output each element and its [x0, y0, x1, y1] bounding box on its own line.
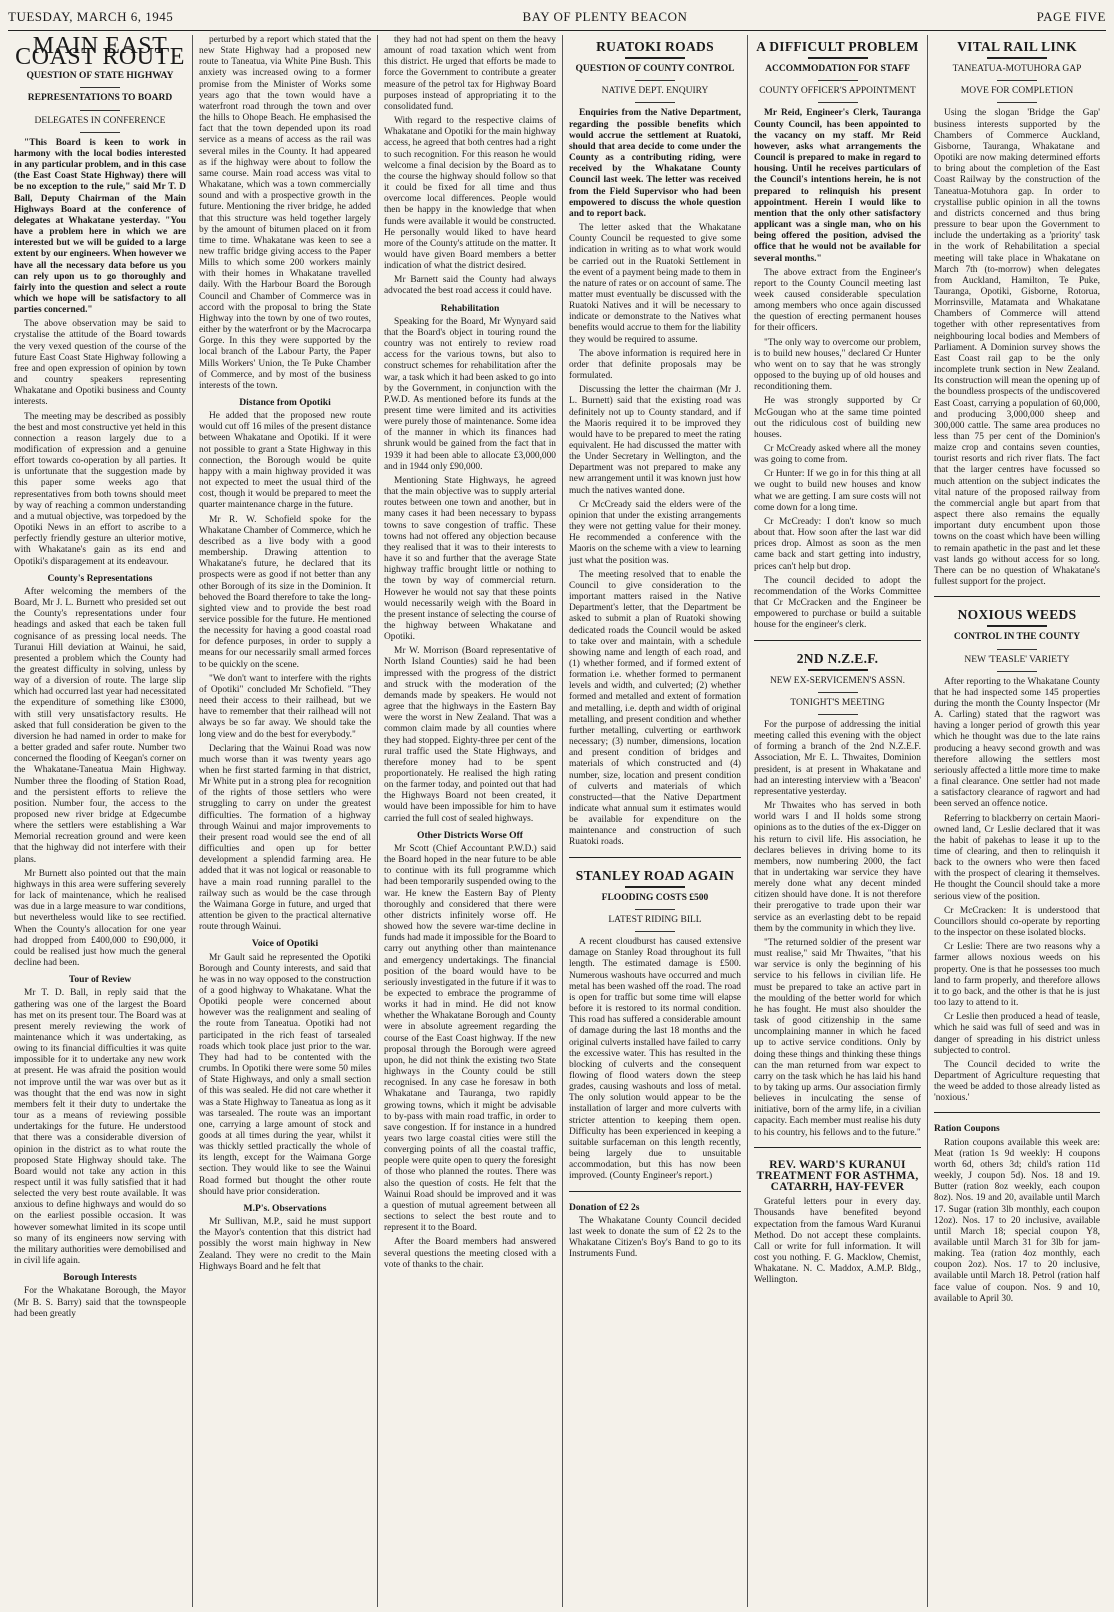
weeds-headline: NOXIOUS WEEDS [957, 607, 1077, 623]
paragraph: perturbed by a report which stated that the new State Highway had a proposed new route to Taneatua, via White Pine Bush. This anxiety was increased owing to a former promise from the Minister of Works some years ago that the town would have a waterfront road through the town and over the hills to Ohope Beach. He emphasised the fact that the town depended upon its road service as a means of access as the rail was several miles in the County. It had appeared as if the highway were about to follow the same course. Main road access was vital to Whakatane, which was a town commercially sound and with a prospective growth in the future. Mentioning the river bridge, he added that this structure was held together largely by the amount of bitumen placed on it from time to time. Whakatane was keen to see a new traffic bridge giving access to the Paper Mills to which some 200 workers mainly with their homes in Whakatane travelled daily. With the Harbour Board the Borough Council and Chamber of Commerce was in accord with the proposal to bring the State Highway into the town by one of two routes, either by the waterfront or by the Macrocarpa Gorge. In this they were supported by the local branch of the Labour Party, the Paper Mills Workers' Union, the Te Puke Chamber of Commerce, and by most of the business interests of the town. [199, 35, 371, 391]
paragraph: He was strongly supported by Cr McGougan who at the same time pointed out the ridiculous cost of building new houses. [754, 396, 921, 440]
divider [80, 132, 120, 133]
rail-headline: VITAL RAIL LINK [957, 39, 1077, 54]
paragraph: After welcoming the members of the Board, Mr J. L. Burnett who presided set out the County's representations under four headings and asked that each be taken full cognisance of as pressing local needs. The Turanui Hill deviation at Wainui, he said, presented a problem which the County had the greatest difficulty in solving, unless by way of a diversion of route. The large slip which had occurred last year had necessitated the expenditure of something like £3000, with still very unsatisfactory results. He asked that full consideration be given to the diversion he had named in order to make for a better graded and safer route. Number two concerned the flooding of Keegan's corner on the Whakatane-Taneatua Main Highway. Number three the flooding of Station Road, and the persistent efforts to relieve the position. Number four, the access to the proposed new river bridge at Edgecumbe where the settlers were establishing a War Memorial recreation ground and were keen that the highway did not interfere with their plans. [14, 586, 186, 865]
nzef-deck-1: NEW EX-SERVICEMEN'S ASSN. [769, 675, 906, 686]
paragraph: Cr Leslie: There are two reasons why a farmer allows noxious weeds on his property. One is that he possesses too much land to farm properly, and therefore allows it to go back, and the other is that he is just too lazy to attend to it. [934, 942, 1100, 1009]
paragraph: Declaring that the Wainui Road was now much worse than it was twenty years ago when he first started farming in that district, Mr White put in a strong plea for recognition of the rights of those settlers who were struggling to carry on under the greatest difficulties. The formation of a highway through Wainui and major improvements to their present road would see the end of all difficulties and open up for better development a splendid farming area. He added that it was not logical or reasonable to have a main road running parallel to the railway such as would be the case through the Waimana Gorge in future, and urged that attention be given to the practical alternative route through Wainui. [199, 743, 371, 933]
paragraph: "The only way to overcome our problem, is to build new houses," declared Cr Hunter who went on to say that he was strongly opposed to the buying up of old houses and reconditioning them. [754, 337, 921, 393]
paragraph: Mr Barnett said the County had always advocated the best road access it could have. [384, 275, 556, 297]
divider [80, 110, 120, 111]
paragraph: Mentioning State Highways, he agreed that the main objective was to supply arterial routes between one town and another, but in many cases it had been necessary to bypass towns to save congestion of traffic. These towns had not offered any objection because they realised that it was to their interests to have it so and further that the average State highway traffic brought little or nothing to the town by way of commercial return. However he would not say that these points would necessarily weigh with the Board in the present instance of selecting the course of the highway between Whakatane and Opotiki. [384, 475, 556, 643]
weeds-deck-2: NEW 'TEASLE' VARIETY [964, 654, 1070, 665]
rations-article [934, 1112, 1100, 1305]
paragraph: Ration coupons available this week are: Meat (ration 1s 9d weekly: H coupons worth 6d, others 3d; child's ration 11d weekly, J coupon 5d). Nos. 18 and 19. Butter (ration 8oz weekly, each coupon 8oz). Nos. 19 and 20, available until March 17. Sugar (ration 3lb monthly, each coupon 12oz). Nos. 17 to 20 inclusive, available until March 18; special coupon Y8, available until March 31 for 3lb for jam-making. Tea (ration 4oz monthly, each coupon 2oz). Nos. 17 to 20 inclusive, available until March 18. Petrol (ration half face value of coupon. Nos. 9 and 10, available to April 30. [934, 1137, 1100, 1304]
paragraph: He added that the proposed new route would cut off 16 miles of the present distance between Whakatane and Opotiki. If it were not possible to grant a State Highway in this connection, the Borough would be quite happy with a main highway provided it was not expected to meet the usual third of the cost, though it would be prepared to meet the quarter maintenance charge in the future. [199, 411, 371, 511]
divider [80, 87, 120, 88]
column-2 [193, 35, 378, 1607]
divider [997, 671, 1037, 672]
divider [635, 102, 675, 103]
paragraph: The above extract from the Engineer's report to the County Council meeting last week caused considerable speculation among members who once again discussed the question of erecting permanent houses for their officers. [754, 267, 921, 334]
stanley-deck-2: LATEST RIDING BILL [608, 914, 702, 925]
divider [625, 57, 685, 59]
subheading: Voice of Opotiki [251, 938, 319, 950]
paragraph: Cr McCready said the elders were of the opinion that under the existing arrangements they were not getting value for their money. He recommended a conference with the Maoris on the scheme with a view to learning just what the position was. [569, 499, 741, 566]
paragraph: The above observation may be said to crystalise the attitude of the Board towards the very vexed question of the course of the future East Coast State Highway following a free and open expression of opinion by town and country speakers representing Whakatane and Opotiki business and County interests. [14, 319, 186, 408]
ward-headline: REV. WARD'S KURANUI TREATMENT FOR ASTHMA, CATARRH, HAY-FEVER [756, 1158, 919, 1194]
paragraph: The Council decided to write the Department of Agriculture requesting that the weed be added to those already listed as 'noxious.' [934, 1059, 1100, 1104]
paragraph: Speaking for the Board, Mr Wynyard said that the Board's object in touring round the country was not entirely to review road access for the various towns, but also to construct schemes for rehabilitation after the war, a task which it had been asked to go into by the Government, in conjunction with the P.W.D. As mentioned before its funds at the present time were limited and its activities were purely those of maintenance. Some idea of the manner in which its finances had shrunk would be gained from the fact that in 1939 it had been able to allocate £3,000,000 and in 1944 only £90,000. [384, 316, 556, 472]
main-deck-3: DELEGATES IN CONFERENCE [34, 115, 166, 126]
ward-advertisement [754, 1147, 921, 1287]
paragraph: Mr W. Morrison (Board representative of North Island Counties) said he had been impressed with the progress of the district and struck with the moderation of the demands made by speakers. He would not agree that the highways in the Eastern Bay were the worst in New Zealand. That was a common claim made by all counties where they had stopped. Eighty-three per cent of the rural traffic used the State Highways, and therefore money had to be spent proportionately. He realised the high rating on the farmer today, and pointed out that had the Highways Board not been created, it would have been impossible for him to have carried the full cost of sealed highways. [384, 646, 556, 824]
paragraph: "We don't want to interfere with the rights of Opotiki" concluded Mr Schofield. "They need their access to their railhead, but we have to remember that their railhead will not always be so far away. We should take the long view and do the best for everybody." [199, 673, 371, 740]
ruatoki-deck-2: NATIVE DEPT. ENQUIRY [601, 86, 709, 97]
main-headline: MAIN EAST COAST ROUTE [15, 35, 185, 71]
paragraph: Referring to blackberry on certain Maori-owned land, Cr Leslie declared that it was the habit of pakehas to lease it up to the time of clearing, and then to relinquish it back to the owners who were then faced with the prospect of clearing it themselves. He thought the Council should take a more serious view of the position. [934, 813, 1100, 902]
difficult-headline: A DIFFICULT PROBLEM [756, 39, 919, 54]
paragraph: The Whakatane County Council decided last week to donate the sum of £2 2s to the Whakatane Citizen's Boy's Band to go to its Instruments Fund. [569, 1215, 741, 1260]
paragraph: After the Board members had answered several questions the meeting closed with a vote of thanks to the chair. [384, 1237, 556, 1270]
donation-article [569, 1191, 741, 1261]
divider [625, 886, 685, 888]
divider [818, 102, 858, 103]
divider [808, 57, 868, 59]
paragraph: Mr T. D. Ball, in reply said that the gathering was one of the largest the Board has met on its present tour. The Board was at present merely reviewing the work of maintenance which it was undertaking, as owing to its financial difficulties it was quite impossible for it to undertake any new work at present. He was afraid the position would not improve until the war was over but as it was thought that the end was now in sight members felt it their duty to undertake the tour as a means of reviewing possible undertakings for the future. He understood that there was a considerable diversion of opinion in the district as to what route the proposed State Highway should take. The Board would not take any action in this respect until it was fully satisfied that it had selected the very best route available. It was anxious to define highways and would do so on the earliest possible occasion. It was however somewhat limited in its scope until so many of its engineers now serving with the military authorities were demobilised and in civil life again. [14, 988, 186, 1267]
divider [997, 649, 1037, 650]
paragraph: For the Whakatane Borough, the Mayor (Mr B. S. Barry) said that the townspeople had been greatly [14, 1286, 186, 1319]
paragraph: The council decided to adopt the recommendation of the Works Committee that Cr McCracken and the Engineer be empowered to purchase or build a suitable house for the engineer's clerk. [754, 575, 921, 631]
subheading: Rehabilitation [440, 302, 500, 314]
columns [8, 35, 1106, 1607]
divider [987, 625, 1047, 627]
column-3 [378, 35, 563, 1607]
ruatoki-headline: RUATOKI ROADS [596, 39, 714, 54]
subheading: County's Representations [47, 572, 153, 584]
nzef-deck-2: TONIGHT'S MEETING [790, 697, 885, 708]
paper-name: BAY OF PLENTY BEACON [522, 9, 688, 24]
paragraph: For the purpose of addressing the initial meeting called this evening with the object of forming a branch of the 2nd N.Z.E.F. Association, Mr E. L. Thwaites, Dominion president, is at present in Whakatane and had an interesting interview with a 'Beacon' representative yesterday. [754, 719, 921, 797]
difficult-lede: Mr Reid, Engineer's Clerk, Tauranga County Council, has been appointed to the vacancy on my staff. Mr Reid however, asks what arrangements the Council is prepared to make in regard to housing. Until he receives particulars of the Council's intentions herein, he is not prepared to relinquish his present appointment. Herein I would like to mention that the only other satisfactory applicant was a single man, who on his being offered the position, advised the office that he would not be available for several months." [754, 108, 921, 264]
paragraph: Mr R. W. Schofield spoke for the Whakatane Chamber of Commerce, which he described as a live body with a good membership. Drawing attention to Whakatane's future, he declared that its prospects were as good if not better than any other Borough of its size in the Dominion. It behoved the Board therefore to take the long-sighted view and to provide the best road service possible for the future. He mentioned the necessity for having a good coastal road for defence purposes, in order to supply a means for our necessarily small armed forces to be quickly on the scene. [199, 514, 371, 670]
divider [818, 692, 858, 693]
nzef-headline: 2ND N.Z.E.F. [796, 650, 879, 666]
weeds-article [934, 596, 1100, 1104]
paragraph: Discussing the letter the chairman (Mr J. L. Burnett) said that the existing road was definitely not up to County standard, and if the Maoris required it to be improved they would have to be prepared to meet the rating equivalent. He had discussed the matter with the Under Secretary in Wellington, and the Department was not prepared to make any new arrangement until it was known just how much the natives wanted done. [569, 385, 741, 496]
main-deck-2: REPRESENTATIONS TO BOARD [27, 93, 173, 104]
paragraph: The meeting resolved that to enable the Council to give consideration to the important matters raised in the Native Department's letter, that the Department be asked to submit a plan of Ruatoki showing dedicated roads the Council would be asked to take over and maintain, with a schedule showing name and length of each road, and (1) whether formed, and if formed extent of formation i.e. whether formed to permanent levels and width, and culverted; (2) whether formed and metalled and extent of formation and metalling, i.e. depth and width of original metalling, and present condition and whether further metalling, culverting or earthwork necessary; (3) number, dimensions, location and present condition of bridges and materials of which constructed and (4) number, size, location and present condition of culverts and materials of which constructed—that the Native Department indicate what annual sum it estimates would be available for expenditure on the maintenance and construction of such Ruatoki roads. [569, 569, 741, 848]
paragraph: Mr Burnett also pointed out that the main highways in this area were suffering severely for lack of maintenance, which he realised was due in a large measure to war conditions, but nevertheless would like to see rectified. When the County's allocation for one year had dropped from £400,000 to £90,000, it could be realised just how much the general decline had been. [14, 868, 186, 969]
subheading: Other Districts Worse Off [417, 829, 523, 841]
column-4 [563, 35, 748, 1607]
paragraph: Mr Scott (Chief Accountant P.W.D.) said the Board hoped in the near future to be able to continue with its full programme which had been temporarily suspended owing to the war. He knew the Eastern Bay of Plenty thoroughly and considered that there were other districts infinitely worse off. He showed how the severe war-time decline in funds had made it impossible for the Board to carry out anything other than maintenance and emergency undertakings. The financial position of the board would have to be seriously investigated in the future if it was to be expected to embrace the programme of works it had in mind. He did not know whether the Whakatane Borough and County were in absolute agreement regarding the course of the East Coast highway. If the new proposal through the Borough were agreed upon, he did not think the existing two State highways in the County could be still recognised. In any case he foresaw in both Whakatane and Tauranga, two rapidly growing towns, which it might be advisable to by-pass with main road traffic, in order to save congestion. If for instance in a hundred years two large coastal cities were still the converging points of all the coastal traffic, people were quite open to query the foresight of those who planned the routes. There was also the question of costs. He felt that the Wainui Road should be improved and it was a question of mutual agreement between all sections to select the best route and to represent it to the Board. [384, 843, 556, 1234]
difficult-deck-1: ACCOMMODATION FOR STAFF [765, 64, 910, 75]
paragraph: they had not had spent on them the heavy amount of road taxation which went from this district. He urged that efforts be made to force the Government to contribute a greater measure of the petrol tax for Highway Board purposes instead of appropriating it to the consolidated fund. [384, 35, 556, 112]
divider [997, 102, 1037, 103]
paragraph: After reporting to the Whakatane County that he had inspected some 145 properties during the month the County Inspector (Mr A. Carling) stated that the ragwort was having a longer period of growth this year which he thought was due to the late rains producing a heavy second growth and was therefore allowing the settlers most seriously affected a little more time to make a final clearance. One settler had not made a satisfactory clearance of ragwort and had been served an offence notice. [934, 676, 1100, 810]
paragraph: With regard to the respective claims of Whakatane and Opotiki for the main highway access, he agreed that both centres had a right to such recognition. For this reason he would welcome a final decision by the Board as to the course the highway should follow so that it could be fixed for all time and thus overcome local differences. People would then be happy in the knowledge that when funds were available it would be constructed. He personally would liked to have heard more of the County's attitude on the matter. It would have given Board members a better indication of what the district desired. [384, 116, 556, 272]
column-6 [928, 35, 1106, 1607]
weeds-deck-1: CONTROL IN THE COUNTY [953, 632, 1081, 643]
donation-heading: Donation of £2 2s [569, 1202, 640, 1213]
main-deck-1: QUESTION OF STATE HIGHWAY [26, 71, 174, 82]
subheading: Borough Interests [63, 1272, 137, 1284]
paragraph: A recent cloudburst has caused extensive damage on Stanley Road throughout its full length. The estimated damage is £500. Numerous washouts have occurred and much metal has been washed off the road. The road is open for traffic but some time will elapse before it is restored to its normal condition. This road has suffered a considerable amount of damage during the last 18 months and the original culverts installed have failed to carry the excessive water. This has resulted in the blocking of culverts and the consequent flowing of flood waters down the steep grades, causing washouts and loss of metal. The only solution would appear to be the installation of larger and more culverts with stricter attention to keeping them open. Difficulty has been experienced in keeping a suitable surfaceman on this length recently, being largely due to unsuitable accommodation, but this has now been improved. (County Engineer's report.) [569, 937, 741, 1182]
divider [997, 80, 1037, 81]
paragraph: Cr McCready asked where all the money was going to come from. [754, 444, 921, 466]
paragraph: Cr McCready: I don't know so much about that. How soon after the last war did prices drop. Almost as soon as the men came back and start getting into industry, prices can't help but drop. [754, 516, 921, 572]
paragraph: "The returned soldier of the present war must realise," said Mr Thwaites, "that his war service is only the beginning of his service to his fellows in civilian life. He must be prepared to take an active part in the moulding of the better world for which he has fought. He must also shoulder the task of good citizenship in the same uncomplaining manner in which he faced up to active service conditions. Only by doing these things and thinking these things can the man returned from war expect to carry on the task which he has laid his hand to by taking up arms. Our association firmly believes in inculcating the sense of initiative, born of the army life, in a civilian capacity. Each member must realise his duty to his country, his fellows and to the future." [754, 937, 921, 1138]
stanley-deck-1: FLOODING COSTS £500 [601, 892, 709, 903]
rail-deck-2: MOVE FOR COMPLETION [960, 86, 1074, 97]
paragraph: Mr Thwaites who has served in both world wars I and II holds some strong opinions as to the duties of the ex-Digger on his return to civil life. His association, he declares believes in driving home to its members, now numbering 2000, the fact that in undertaking war service they have merely done what any decent minded citizen should have done. It is not therefore their prerogative to trade upon their war service as an everlasting debt to be repaid them by the community in which they live. [754, 801, 921, 934]
divider [818, 714, 858, 715]
main-lede: "This Board is keen to work in harmony with the local bodies interested in any particular problem, and in this case (the East Coast State Highway) there will be no exception to the rule," said Mr T. D Ball, Deputy Chairman of the Main Highways Board at the conference of delegates at Whakatane yesterday. "You have a problem here in which we are interested but we will be guided to a large extent by our engineers. When however we have all the necessary data before us you can rely upon us to go thoroughly and fairly into the question and select a route which we hope will be satisfactory to all parties concerned." [14, 137, 186, 316]
divider [635, 909, 675, 910]
column-1 [8, 35, 193, 1607]
divider [635, 80, 675, 81]
paragraph: The meeting may be described as possibly the best and most constructive yet held in this connection a reason largely due to a modification of expression and a genuine effort towards co-operation by all parties. It is unfortunate that the suggestion made by this paper some weeks ago that representatives from both towns should meet by way of reaching a common understanding and a mutual objective, was torpedoed by the Opotiki News in an effort to ascribe to a perfectly friendly gesture an ulterior motive, with Whakatane's gain as its end and Opotiki's disparagement at its endeavour. [14, 411, 186, 567]
rations-heading: Ration Coupons [934, 1124, 1000, 1135]
issue-date: TUESDAY, MARCH 6, 1945 [8, 9, 174, 24]
stanley-article [569, 857, 741, 1183]
divider [987, 57, 1047, 59]
subheading: Distance from Opotiki [239, 397, 331, 408]
paragraph: Mr Sullivan, M.P., said he must support the Mayor's contention that this district had possibly the worst main highway in New Zealand. They were no credit to the Main Highways Board and he felt that [199, 1217, 371, 1272]
paragraph: Mr Gault said he represented the Opotiki Borough and County interests, and said that he was in no way opposed to the construction of a good highway to Whakatane. What the Opotiki people were concerned about however was the realignment and sealing of the route from Taneatua. Opotiki had not participated in the rich feast of tarsealed roads which took place just prior to the war. They had had to be contented with the crumbs. In Opotiki there were some 50 miles of State Highways, and only a small section of this was sealed. He did not care whether it was a State Highway to Taneatua as long as it was tarsealed. The route was an important one, carrying a large amount of stock and goods at all times during the year, whilst it was thickly settled practically the whole of its length, except for the Waimana Gorge section. They would like to see the Wainui Road formed but thought the other route should have prior consideration. [199, 952, 371, 1197]
divider [818, 80, 858, 81]
paragraph: The above information is required here in order that definite proposals may be formulated. [569, 348, 741, 382]
paragraph: Cr Hunter: If we go in for this thing at all we ought to build new houses and know what we are getting. I am sure costs will not come down for a long time. [754, 469, 921, 513]
paragraph: The letter asked that the Whakatane County Council be requested to give some indication in writing as to what work would be carried out in the Ruatoki Settlement in the event of a payment being made to them in the nature of rates or on account of same. The matter must eventually be discussed with the Ruatoki Natives and it will be necessary to indicate or demonstrate to the Natives what benefits would accrue to them for the liability they would be required to assume. [569, 223, 741, 345]
paragraph: Grateful letters pour in every day. Thousands have benefited beyond expectation from the famous Ward Kuranui Method. Do not accept these complaints. Call or write for full information. It will cost you nothing. F. G. Macklow, Chemist, Whakatane. N. C. Maddox, A.M.P. Bldg., Wellington. [754, 1197, 921, 1286]
masthead [8, 4, 1106, 31]
subheading: Tour of Review [68, 974, 132, 986]
stanley-headline: STANLEY ROAD AGAIN [575, 867, 735, 883]
ruatoki-lede: Enquiries from the Native Department, regarding the possible benefits which would accrue the settlement at Ruatoki, should that area decide to come under the County as a contributing riding, were received by the Whakatane County Council last week. The letter was received from the Field Supervisor who had been empowered to discuss the whole question and to report back. [569, 108, 741, 219]
difficult-deck-2: COUNTY OFFICER'S APPOINTMENT [759, 86, 916, 97]
divider [808, 669, 868, 671]
ruatoki-deck-1: QUESTION OF COUNTY CONTROL [575, 64, 735, 75]
page-number: PAGE FIVE [1036, 9, 1106, 24]
divider [635, 931, 675, 932]
paragraph: Using the slogan 'Bridge the Gap' business interests supported by the Chambers of Commerce Auckland, Gisborne, Tauranga, Whakatane and Opotiki are now making determined efforts to bring about the completion of the East Coast Railway by the construction of the Taneatua-Motuhora gap. In order to crystallise public opinion in all the towns and districts concerned and thus bring pressure to bear upon the Government to include the undertaking as a 'priority' task in the work of Rehabilitation a special meeting will take place in Whakatane on March 7th (to-morrow) when delegates from Auckland, Hamilton, Te Puke, Tauranga, Opotiki, Gisborne, Rotorua, Morrinsville, Matamata and Whakatane Chambers of Commerce will attend together with other representatives from neighbouring local bodies and Members of Parliament. A Dominion survey shows the East Coast rail gap to be the only incomplete trunk section in New Zealand. Its construction will mean the opening up of the boundless prospects of the undiscovered East Coast, carrying a population of 60,000, and producing 3,000,000 sheep and 300,000 cattle. The same area produces no less than 75 per cent of the Dominion's maize crop and contains seven counties, tourist resorts and rich river flats. The fact that the larger centres have focussed so much attention on the subject indicates the vital nature of the proposed railway from the commercial angle but apart from that aspect there also remains the equally important duty encumbent upon those towns on the coast which have been willing to remain apathetic in the past and let these vast lands go without access for so long. There can be no question of Whakatane's fullest support for the project. [934, 108, 1100, 588]
nzef-article [754, 640, 921, 1139]
column-5 [748, 35, 928, 1607]
paragraph: Cr McCracken: It is understood that Councillors should co-operate by reporting to the inspector on these isolated blocks. [934, 905, 1100, 939]
subheading: M.P's. Observations [243, 1202, 327, 1214]
rail-deck-1: TANEATUA-MOTUHORA GAP [952, 64, 1082, 75]
paragraph: Cr Leslie then produced a head of teasle, which he said was full of seed and was in danger of spreading in his district unless subjected to control. [934, 1012, 1100, 1056]
